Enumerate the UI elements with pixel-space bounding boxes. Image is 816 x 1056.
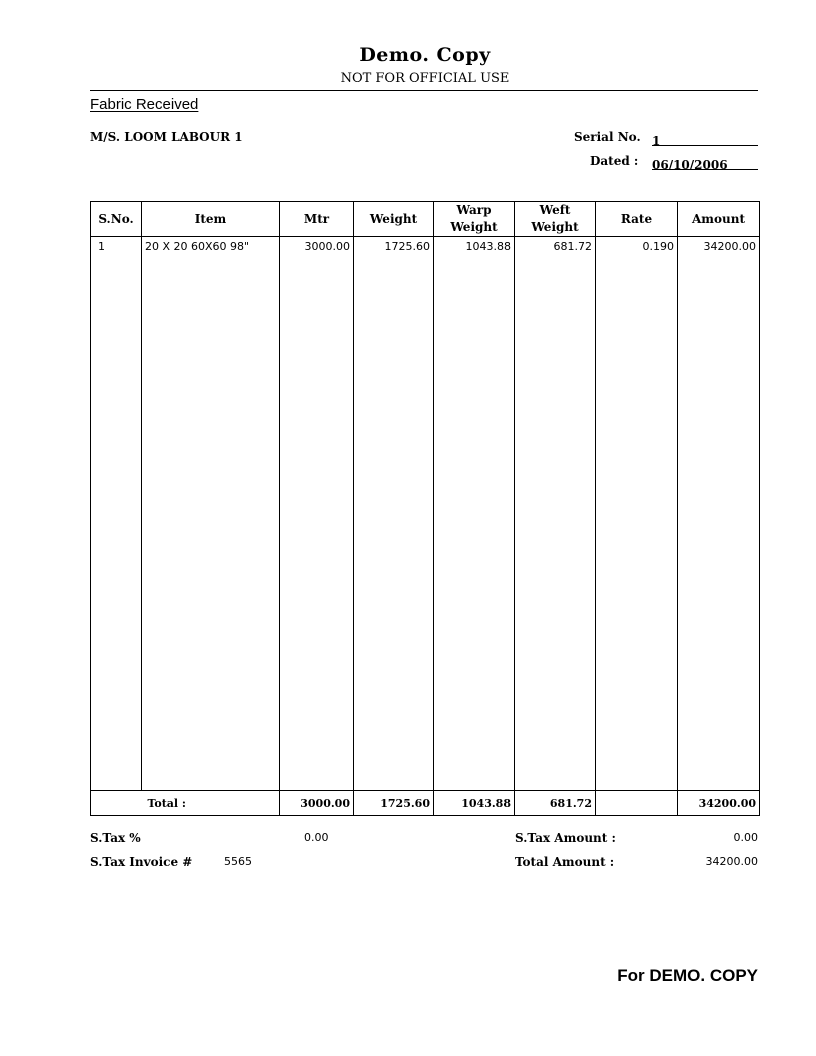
- dated-label: Dated :: [590, 154, 639, 168]
- party-name: M/S. LOOM LABOUR 1: [90, 130, 243, 144]
- signature-line: For DEMO. COPY: [617, 966, 758, 985]
- total-warp-weight: 1043.88: [434, 791, 515, 816]
- stax-amount-value: 0.00: [733, 831, 758, 844]
- dated-value: 06/10/2006: [652, 158, 728, 172]
- total-rate: [596, 791, 678, 816]
- weft-header-line2: Weight: [531, 220, 579, 234]
- serial-value: 1: [652, 134, 661, 148]
- total-amount: 34200.00: [678, 791, 760, 816]
- document-title: Demo. Copy: [359, 44, 491, 66]
- serial-field: [652, 130, 758, 146]
- col-header-mtr: Mtr: [280, 202, 354, 237]
- col-header-weft-weight: [515, 202, 596, 237]
- col-header-amount: Amount: [678, 202, 760, 237]
- total-amount-value: 34200.00: [705, 855, 758, 868]
- total-row: [91, 791, 760, 816]
- stax-invoice-label: S.Tax Invoice #: [90, 855, 193, 869]
- cell-rate: 0.190: [596, 237, 678, 791]
- col-header-weight: Weight: [354, 202, 434, 237]
- header-divider: [90, 90, 758, 91]
- total-mtr: 3000.00: [280, 791, 354, 816]
- warp-header-line2: Weight: [450, 220, 498, 234]
- section-title: Fabric Received: [90, 96, 199, 113]
- col-header-item: Item: [142, 202, 280, 237]
- col-header-warp-weight: [434, 202, 515, 237]
- cell-weight: 1725.60: [354, 237, 434, 791]
- stax-percent-label: S.Tax %: [90, 831, 141, 845]
- col-header-sno: S.No.: [91, 202, 142, 237]
- total-weight: 1725.60: [354, 791, 434, 816]
- dated-field: [652, 154, 758, 170]
- cell-weft-weight: 681.72: [515, 237, 596, 791]
- cell-item: 20 X 20 60X60 98": [142, 237, 280, 791]
- cell-mtr: 3000.00: [280, 237, 354, 791]
- stax-amount-label: S.Tax Amount :: [515, 831, 616, 845]
- total-amount-label: Total Amount :: [515, 855, 615, 869]
- col-header-rate: Rate: [596, 202, 678, 237]
- document-subtitle: NOT FOR OFFICIAL USE: [340, 71, 510, 86]
- total-label: Total :: [91, 791, 280, 816]
- cell-warp-weight: 1043.88: [434, 237, 515, 791]
- table-header-row: [91, 202, 760, 237]
- serial-label: Serial No.: [574, 130, 641, 144]
- stax-percent-value: 0.00: [304, 831, 329, 844]
- warp-header-line1: Warp: [456, 203, 492, 217]
- fabric-table: [90, 201, 760, 816]
- weft-header-line1: Weft: [539, 203, 571, 217]
- total-weft-weight: 681.72: [515, 791, 596, 816]
- cell-sno: 1: [91, 237, 142, 791]
- table-row: [91, 237, 760, 791]
- stax-invoice-value: 5565: [224, 855, 252, 868]
- cell-amount: 34200.00: [678, 237, 760, 791]
